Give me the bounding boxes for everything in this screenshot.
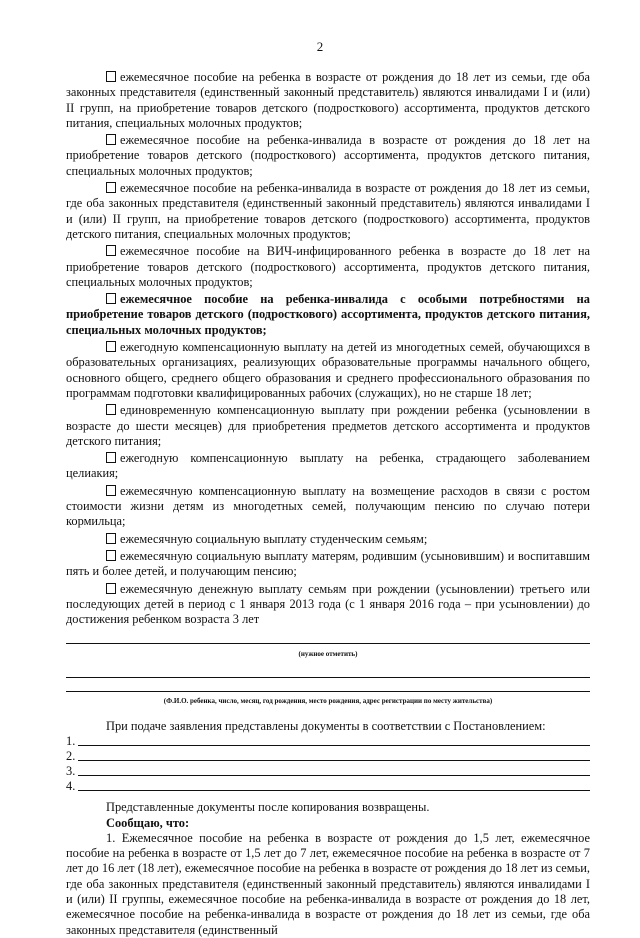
checkbox[interactable] [106, 293, 116, 304]
checkbox[interactable] [106, 452, 116, 463]
checkbox[interactable] [106, 134, 116, 145]
checkbox[interactable] [106, 583, 116, 594]
document-line-blank[interactable] [78, 775, 590, 776]
documents-list [66, 734, 590, 794]
benefit-item [66, 70, 590, 131]
notice-text: 1. Ежемесячное пособие на ребенка в возрасте от рождения до 1,5 лет, ежемесячное пособие на ребенка в возрасте от 1,5 лет до 7 лет, ежемесячное пособие на ребенка в возрасте от 7 лет до 16 лет (18 лет), ежемесячное пособие на ребенка в возрасте от рождения до 18 лет из семьи, где оба законных представителя (единственный законный представитель) являются инвалидами I и (или) II группы, ежемесячное пособие на ребенка-инвалида в возрасте от рождения до 18 лет, ежемесячное пособие на ребенка-инвалида в возрасте от рождения до 18 лет из семьи, где оба законных представителя (единственный [66, 830, 590, 937]
checkbox[interactable] [106, 245, 116, 256]
benefit-text: единовременную компенсационную выплату при рождении ребенка (усыновлении в возрасте до шести месяцев) для приобретения предметов детского ассортимента и продуктов детского питания; [66, 403, 590, 448]
benefit-item [66, 292, 590, 338]
benefit-text: ежемесячную денежную выплату семьям при рождении (усыновлении) третьего или последующих детей в период с 1 января 2013 года (с 1 января 2016 года – при усыновлении) до достижения ребенком возраста 3 лет [66, 581, 590, 627]
document-line-blank[interactable] [78, 760, 590, 761]
document-line-number: 4. [66, 778, 76, 793]
benefit-text: ежегодную компенсационную выплату на ребенка, страдающего заболеванием целиакия; [66, 451, 590, 481]
benefit-text: ежемесячную компенсационную выплату на возмещение расходов в связи с ростом стоимости жизни детям из многодетных семей, получающим пенсию по случаю потери кормильца; [66, 483, 590, 529]
benefit-text: ежемесячное пособие на ВИЧ-инфицированного ребенка в возрасте до 18 лет на приобретение товаров детского (подросткового) ассортимента, продуктов детского питания, специальных молочных продуктов; [66, 244, 590, 289]
note-caption: (нужное отметить) [298, 650, 358, 659]
benefit-list [66, 70, 590, 627]
benefit-text: ежемесячную социальную выплату студенческим семьям; [120, 531, 428, 546]
checkbox[interactable] [106, 533, 116, 544]
benefit-text: ежемесячное пособие на ребенка в возрасте от рождения до 18 лет из семьи, где оба законных представителя (единственный законный представитель) являются инвалидами I и (или) II групп, на приобретение товаров детского (подросткового) ассортимента, продуктов детского питания, специальных молочных продуктов; [66, 70, 590, 130]
benefit-text: ежемесячную социальную выплату матерям, родившим (усыновившим) и воспитавшим пять и более детей, и получающим пенсию; [66, 548, 590, 579]
benefit-item [66, 532, 590, 547]
benefit-item [66, 340, 590, 401]
checkbox[interactable] [106, 404, 116, 415]
benefit-item [66, 451, 590, 482]
document-line [66, 779, 590, 794]
benefit-item [66, 582, 590, 628]
checkbox[interactable] [106, 182, 116, 193]
benefit-item [66, 549, 590, 580]
document-line-number: 1. [66, 733, 76, 748]
document-line [66, 734, 590, 749]
child-caption: (Ф.И.О. ребенка, число, месяц, год рождения, место рождения, адрес регистрации по месту жительства) [163, 696, 493, 705]
checkbox[interactable] [106, 550, 116, 561]
document-line-blank[interactable] [78, 790, 590, 791]
benefit-item [66, 484, 590, 530]
page-number: 2 [316, 39, 324, 54]
document-line [66, 764, 590, 779]
benefit-text: ежегодную компенсационную выплату на детей из многодетных семей, обучающихся в образовательных организациях, реализующих образовательные программы начального общего, основного общего, среднего общего образования и среднего профессионального образования по программам подготовки квалифицированных рабочих (служащих), но не старше 18 лет; [66, 340, 590, 400]
benefit-text: ежемесячное пособие на ребенка-инвалида в возрасте от рождения до 18 лет на приобретение товаров детского (подросткового) ассортимента, продуктов детского питания, специальных молочных продуктов; [66, 133, 590, 178]
checkbox[interactable] [106, 341, 116, 352]
selection-line [66, 643, 590, 644]
document-line-blank[interactable] [78, 745, 590, 746]
benefit-item [66, 244, 590, 290]
returned-text: Представленные документы после копирования возвращены. [106, 800, 430, 815]
document-line-number: 3. [66, 763, 76, 778]
document-line [66, 749, 590, 764]
benefit-item [66, 403, 590, 449]
documents-intro: При подаче заявления представлены документы в соответствии с Постановлением: [106, 718, 546, 733]
child-info-line-2 [66, 691, 590, 692]
checkbox[interactable] [106, 485, 116, 496]
checkbox[interactable] [106, 71, 116, 82]
benefit-text: ежемесячное пособие на ребенка-инвалида в возрасте от рождения до 18 лет из семьи, где оба законных представителя (единственный законный представитель) являются инвалидами I и (или) II групп, на приобретение товаров детского (подросткового) ассортимента, продуктов детского питания, специальных молочных продуктов; [66, 181, 590, 241]
document-body [66, 70, 590, 938]
notice-heading: Сообщаю, что: [106, 815, 190, 830]
benefit-text: ежемесячное пособие на ребенка-инвалида с особыми потребностями на приобретение товаров детского (подросткового) ассортимента, продуктов детского питания, специальных молочных продуктов; [66, 292, 590, 337]
benefit-item [66, 181, 590, 242]
benefit-item [66, 133, 590, 179]
document-line-number: 2. [66, 748, 76, 763]
